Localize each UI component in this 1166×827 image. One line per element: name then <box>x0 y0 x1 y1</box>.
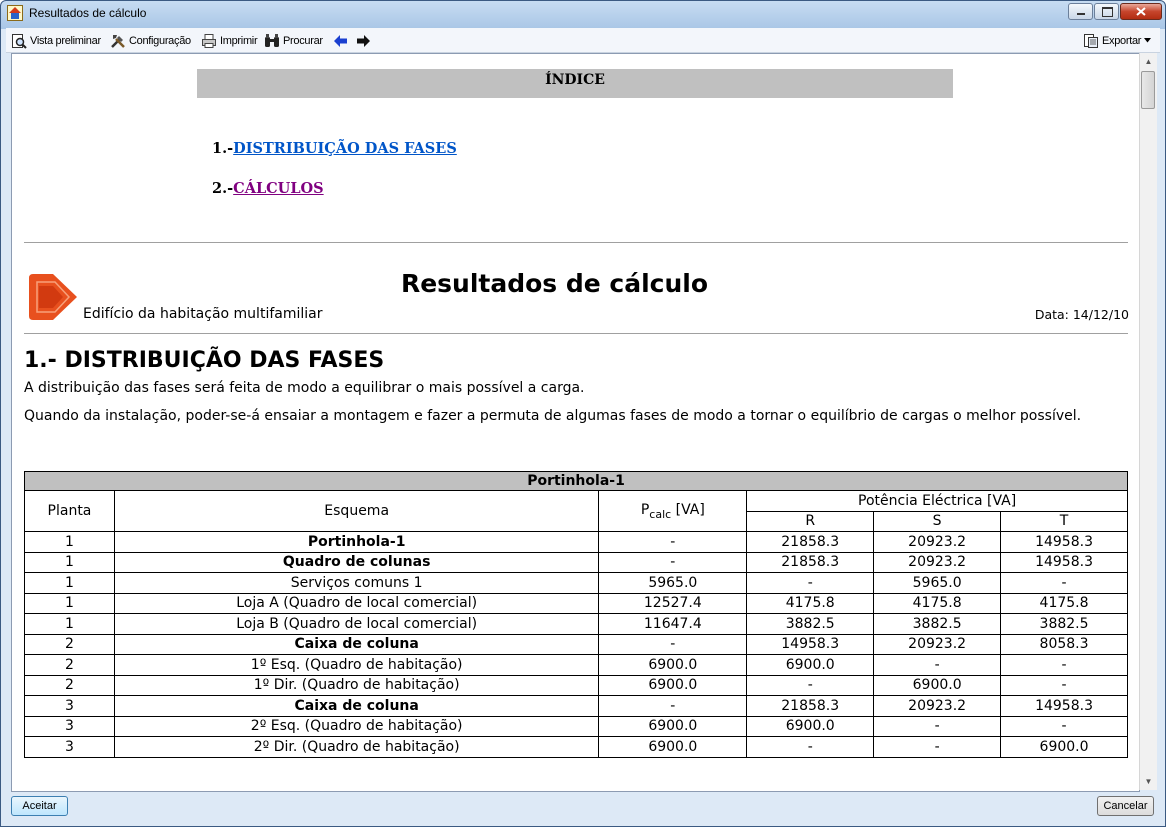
cell-t: 3882.5 <box>1001 614 1128 635</box>
cell-esquema: Quadro de colunas <box>114 552 598 573</box>
config-button[interactable] <box>110 32 191 49</box>
cell-r: 6900.0 <box>747 716 874 737</box>
cell-t: 14958.3 <box>1001 696 1128 717</box>
cell-r: 21858.3 <box>747 696 874 717</box>
header-r: R <box>747 511 874 532</box>
header-potencia: Potência Eléctrica [VA] <box>747 491 1128 512</box>
cell-pcalc: 5965.0 <box>599 573 747 594</box>
divider <box>24 333 1128 334</box>
cell-s: 6900.0 <box>874 675 1001 696</box>
scroll-down-icon[interactable]: ▼ <box>1144 777 1153 786</box>
cell-s: 20923.2 <box>874 696 1001 717</box>
cell-r: 21858.3 <box>747 552 874 573</box>
maximize-icon <box>1102 7 1113 17</box>
header-pcalc <box>599 491 747 532</box>
cell-t: - <box>1001 716 1128 737</box>
cell-esquema: 2º Esq. (Quadro de habitação) <box>114 716 598 737</box>
cell-planta: 3 <box>25 696 115 717</box>
cell-s: 4175.8 <box>874 593 1001 614</box>
search-label: Procurar <box>283 34 323 47</box>
cell-planta: 3 <box>25 716 115 737</box>
cell-s: 20923.2 <box>874 634 1001 655</box>
cell-r: - <box>747 737 874 758</box>
config-label: Configuração <box>129 34 191 47</box>
header-s: S <box>874 511 1001 532</box>
table-row <box>25 655 1128 676</box>
scroll-thumb[interactable] <box>1141 71 1155 109</box>
cell-r: 21858.3 <box>747 532 874 553</box>
toolbar <box>6 28 1160 53</box>
house-icon <box>7 5 23 21</box>
cell-pcalc: 6900.0 <box>599 675 747 696</box>
close-button[interactable] <box>1120 3 1162 20</box>
window-title: Resultados de cálculo <box>29 6 147 20</box>
cell-r: - <box>747 573 874 594</box>
index-link-distribuicao[interactable]: DISTRIBUIÇÃO DAS FASES <box>233 140 457 157</box>
header-pcalc-main: P <box>640 501 650 518</box>
cell-r: 3882.5 <box>747 614 874 635</box>
forward-button[interactable] <box>356 32 371 49</box>
cell-t: - <box>1001 675 1128 696</box>
cell-esquema: Caixa de coluna <box>114 634 598 655</box>
preview-button[interactable] <box>11 32 101 49</box>
cell-esquema: Serviços comuns 1 <box>114 573 598 594</box>
cell-pcalc: - <box>599 696 747 717</box>
printer-icon <box>201 33 217 49</box>
cell-planta: 2 <box>25 675 115 696</box>
cell-r: - <box>747 675 874 696</box>
maximize-button[interactable] <box>1094 3 1119 20</box>
cell-planta: 1 <box>25 532 115 553</box>
cell-planta: 1 <box>25 573 115 594</box>
cell-t: - <box>1001 573 1128 594</box>
cell-t: - <box>1001 655 1128 676</box>
cell-esquema: Loja A (Quadro de local comercial) <box>114 593 598 614</box>
header-esquema: Esquema <box>114 491 598 532</box>
report-date: Data: 14/12/10 <box>1034 307 1129 322</box>
paragraph-1: A distribuição das fases será feita de modo a equilibrar o mais possível a carga. <box>24 380 585 396</box>
cell-esquema: 2º Dir. (Quadro de habitação) <box>114 737 598 758</box>
report-title: Resultados de cálculo <box>400 269 709 298</box>
cell-s: - <box>874 716 1001 737</box>
cell-s: 3882.5 <box>874 614 1001 635</box>
search-button[interactable] <box>264 32 323 49</box>
cancel-button[interactable]: Cancelar <box>1097 796 1154 816</box>
cell-t: 8058.3 <box>1001 634 1128 655</box>
cell-pcalc: - <box>599 552 747 573</box>
cell-pcalc: 6900.0 <box>599 716 747 737</box>
section-title: 1.- DISTRIBUIÇÃO DAS FASES <box>24 348 385 373</box>
arrow-right-icon <box>356 34 371 48</box>
table-row <box>25 614 1128 635</box>
cell-planta: 1 <box>25 593 115 614</box>
print-button[interactable] <box>201 32 257 49</box>
table-row <box>25 716 1128 737</box>
preview-icon <box>11 33 27 49</box>
header-pcalc-sub: calc <box>649 507 672 521</box>
cell-pcalc: - <box>599 634 747 655</box>
close-icon <box>1136 7 1146 16</box>
cell-esquema: 1º Dir. (Quadro de habitação) <box>114 675 598 696</box>
export-icon <box>1083 33 1099 49</box>
binoculars-icon <box>264 33 280 49</box>
cell-t: 6900.0 <box>1001 737 1128 758</box>
cell-esquema: Caixa de coluna <box>114 696 598 717</box>
index-item-number: 2.- <box>212 180 234 197</box>
header-planta: Planta <box>25 491 115 532</box>
print-label: Imprimir <box>220 34 258 47</box>
index-item-number: 1.- <box>212 140 234 157</box>
table-row <box>25 573 1128 594</box>
table-row <box>25 675 1128 696</box>
cell-pcalc: 12527.4 <box>599 593 747 614</box>
cell-t: 4175.8 <box>1001 593 1128 614</box>
header-pcalc-unit: [VA] <box>671 501 705 518</box>
cell-esquema: Portinhola-1 <box>114 532 598 553</box>
accept-button[interactable]: Aceitar <box>11 796 68 816</box>
cell-r: 14958.3 <box>747 634 874 655</box>
index-item-1 <box>212 140 457 157</box>
index-heading: ÍNDICE <box>197 69 953 98</box>
cell-planta: 2 <box>25 634 115 655</box>
scroll-up-icon[interactable]: ▲ <box>1144 57 1153 66</box>
cell-t: 14958.3 <box>1001 532 1128 553</box>
index-item-2 <box>212 180 324 197</box>
table-row <box>25 552 1128 573</box>
preview-label: Vista preliminar <box>30 34 101 47</box>
cell-t: 14958.3 <box>1001 552 1128 573</box>
arrow-left-icon <box>333 34 348 48</box>
cell-esquema: 1º Esq. (Quadro de habitação) <box>114 655 598 676</box>
table-header-row <box>25 491 1128 512</box>
cell-pcalc: 11647.4 <box>599 614 747 635</box>
back-button[interactable] <box>333 32 348 49</box>
export-label: Exportar <box>1102 34 1142 47</box>
export-button[interactable] <box>1083 32 1151 49</box>
cell-pcalc: 6900.0 <box>599 655 747 676</box>
cell-r: 6900.0 <box>747 655 874 676</box>
cell-s: - <box>874 737 1001 758</box>
header-t: T <box>1001 511 1128 532</box>
cell-r: 4175.8 <box>747 593 874 614</box>
cell-planta: 1 <box>25 552 115 573</box>
chevron-down-icon <box>1144 38 1151 43</box>
tools-icon <box>110 33 126 49</box>
table-row <box>25 532 1128 553</box>
table-caption: Portinhola-1 <box>25 472 1128 491</box>
table-row <box>25 634 1128 655</box>
cell-planta: 1 <box>25 614 115 635</box>
cell-s: 20923.2 <box>874 532 1001 553</box>
index-link-calculos[interactable]: CÁLCULOS <box>233 180 324 197</box>
table-row <box>25 593 1128 614</box>
vertical-scrollbar[interactable] <box>1139 53 1157 790</box>
paragraph-2: Quando da instalação, poder-se-á ensaiar a montagem e fazer a permuta de algumas fases de modo a tornar o equilíbrio de cargas o melhor possível. <box>24 408 1082 424</box>
cell-planta: 2 <box>25 655 115 676</box>
table-row <box>25 696 1128 717</box>
cell-s: - <box>874 655 1001 676</box>
cell-pcalc: 6900.0 <box>599 737 747 758</box>
minimize-button[interactable] <box>1068 3 1093 20</box>
minimize-icon <box>1077 13 1085 15</box>
report-view[interactable] <box>11 53 1140 792</box>
divider <box>24 242 1128 243</box>
title-bar[interactable] <box>1 1 1165 27</box>
report-subtitle: Edifício da habitação multifamiliar <box>83 306 323 322</box>
table-caption-row <box>25 472 1128 491</box>
cell-s: 5965.0 <box>874 573 1001 594</box>
phase-distribution-table <box>24 471 1128 758</box>
cell-s: 20923.2 <box>874 552 1001 573</box>
cell-esquema: Loja B (Quadro de local comercial) <box>114 614 598 635</box>
table-row <box>25 737 1128 758</box>
cell-planta: 3 <box>25 737 115 758</box>
cell-pcalc: - <box>599 532 747 553</box>
